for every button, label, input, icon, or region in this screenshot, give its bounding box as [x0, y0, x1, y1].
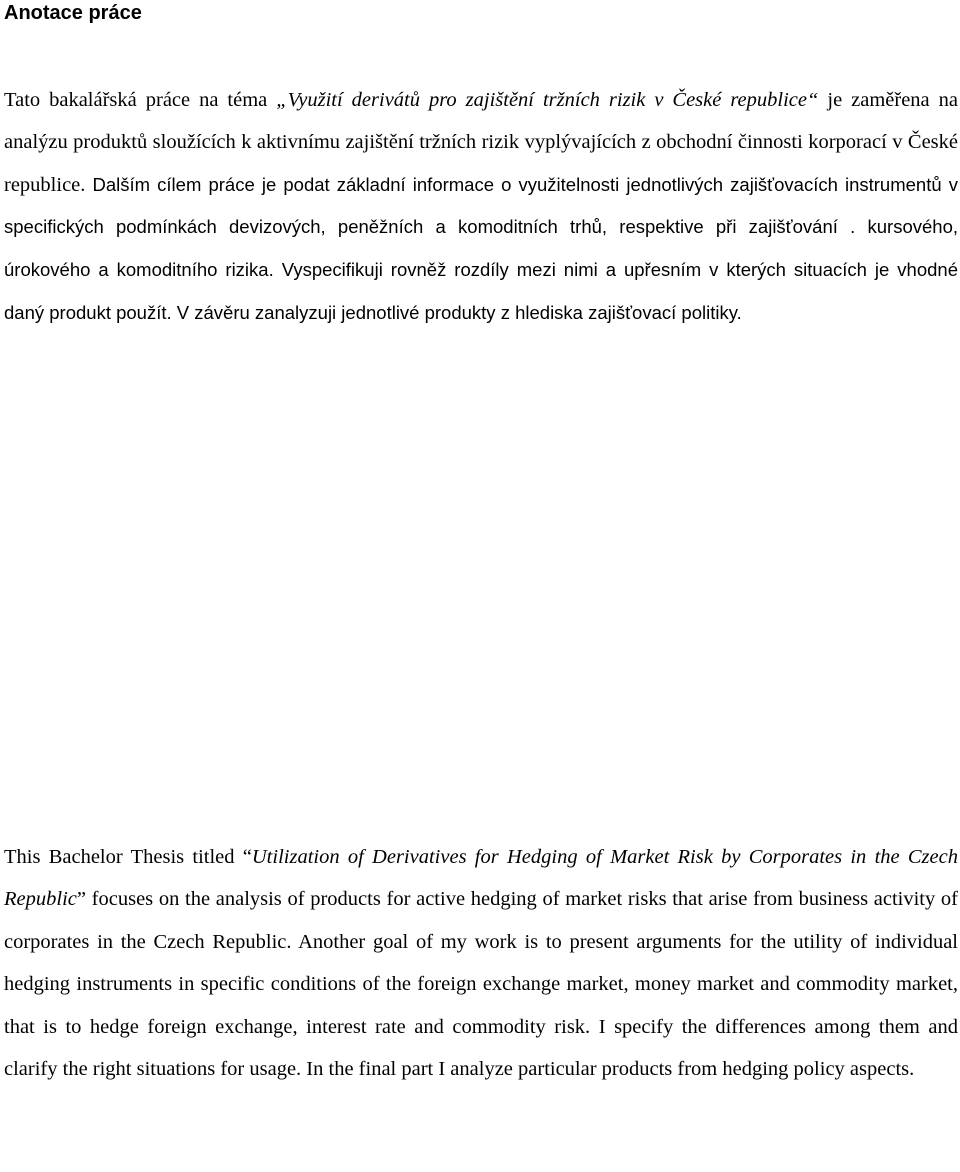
- english-abstract-intro: This Bachelor Thesis titled “: [4, 846, 252, 868]
- english-abstract-body: ” focuses on the analysis of products for active hedging of market risks that arise from business activity of corporates in the Czech Republic. Another goal of my work is to present arguments for the utility of individual hedging instruments in specific conditions of the foreign exchange market, money market and commodity market, that is to hedge foreign exchange, interest rate and commodity risk. I specify the differences among them and clarify the right situations for usage. In the final part I analyze particular products from hedging policy aspects.: [4, 888, 958, 1081]
- czech-abstract-sentence-2: Dalším cílem práce je podat základní informace o využitelnosti jednotlivých zajišťovacích instrumentů v specifických podmínkách devizových, peněžních a komoditních trhů, respektive při zajišťování . kursového, úrokového a komoditního rizika. Vyspecifikuji rovněž rozdíly mezi nimi a upřesním v kterých situacích je vhodné daný produkt použít. V závěru zanalyzuji jednotlivé produkty z hlediska zajišťovací politiky.: [4, 173, 958, 323]
- page-heading: Anotace práce: [4, 2, 142, 24]
- english-abstract: [4, 836, 958, 1090]
- english-thesis-title: Utilization of Derivatives for Hedging of Market Risk by Corporates in the Czech Republic: [4, 846, 958, 911]
- czech-abstract-sentence-1: je zaměřena na analýzu produktů sloužících k aktivnímu zajištění tržních rizik vyplývajících z obchodní činnosti korporací v České republice.: [4, 89, 958, 196]
- czech-thesis-title: „Využití derivátů pro zajištění tržních rizik v České republice“: [276, 89, 819, 111]
- czech-abstract: [4, 80, 958, 335]
- czech-abstract-intro: Tato bakalářská práce na téma: [4, 89, 277, 111]
